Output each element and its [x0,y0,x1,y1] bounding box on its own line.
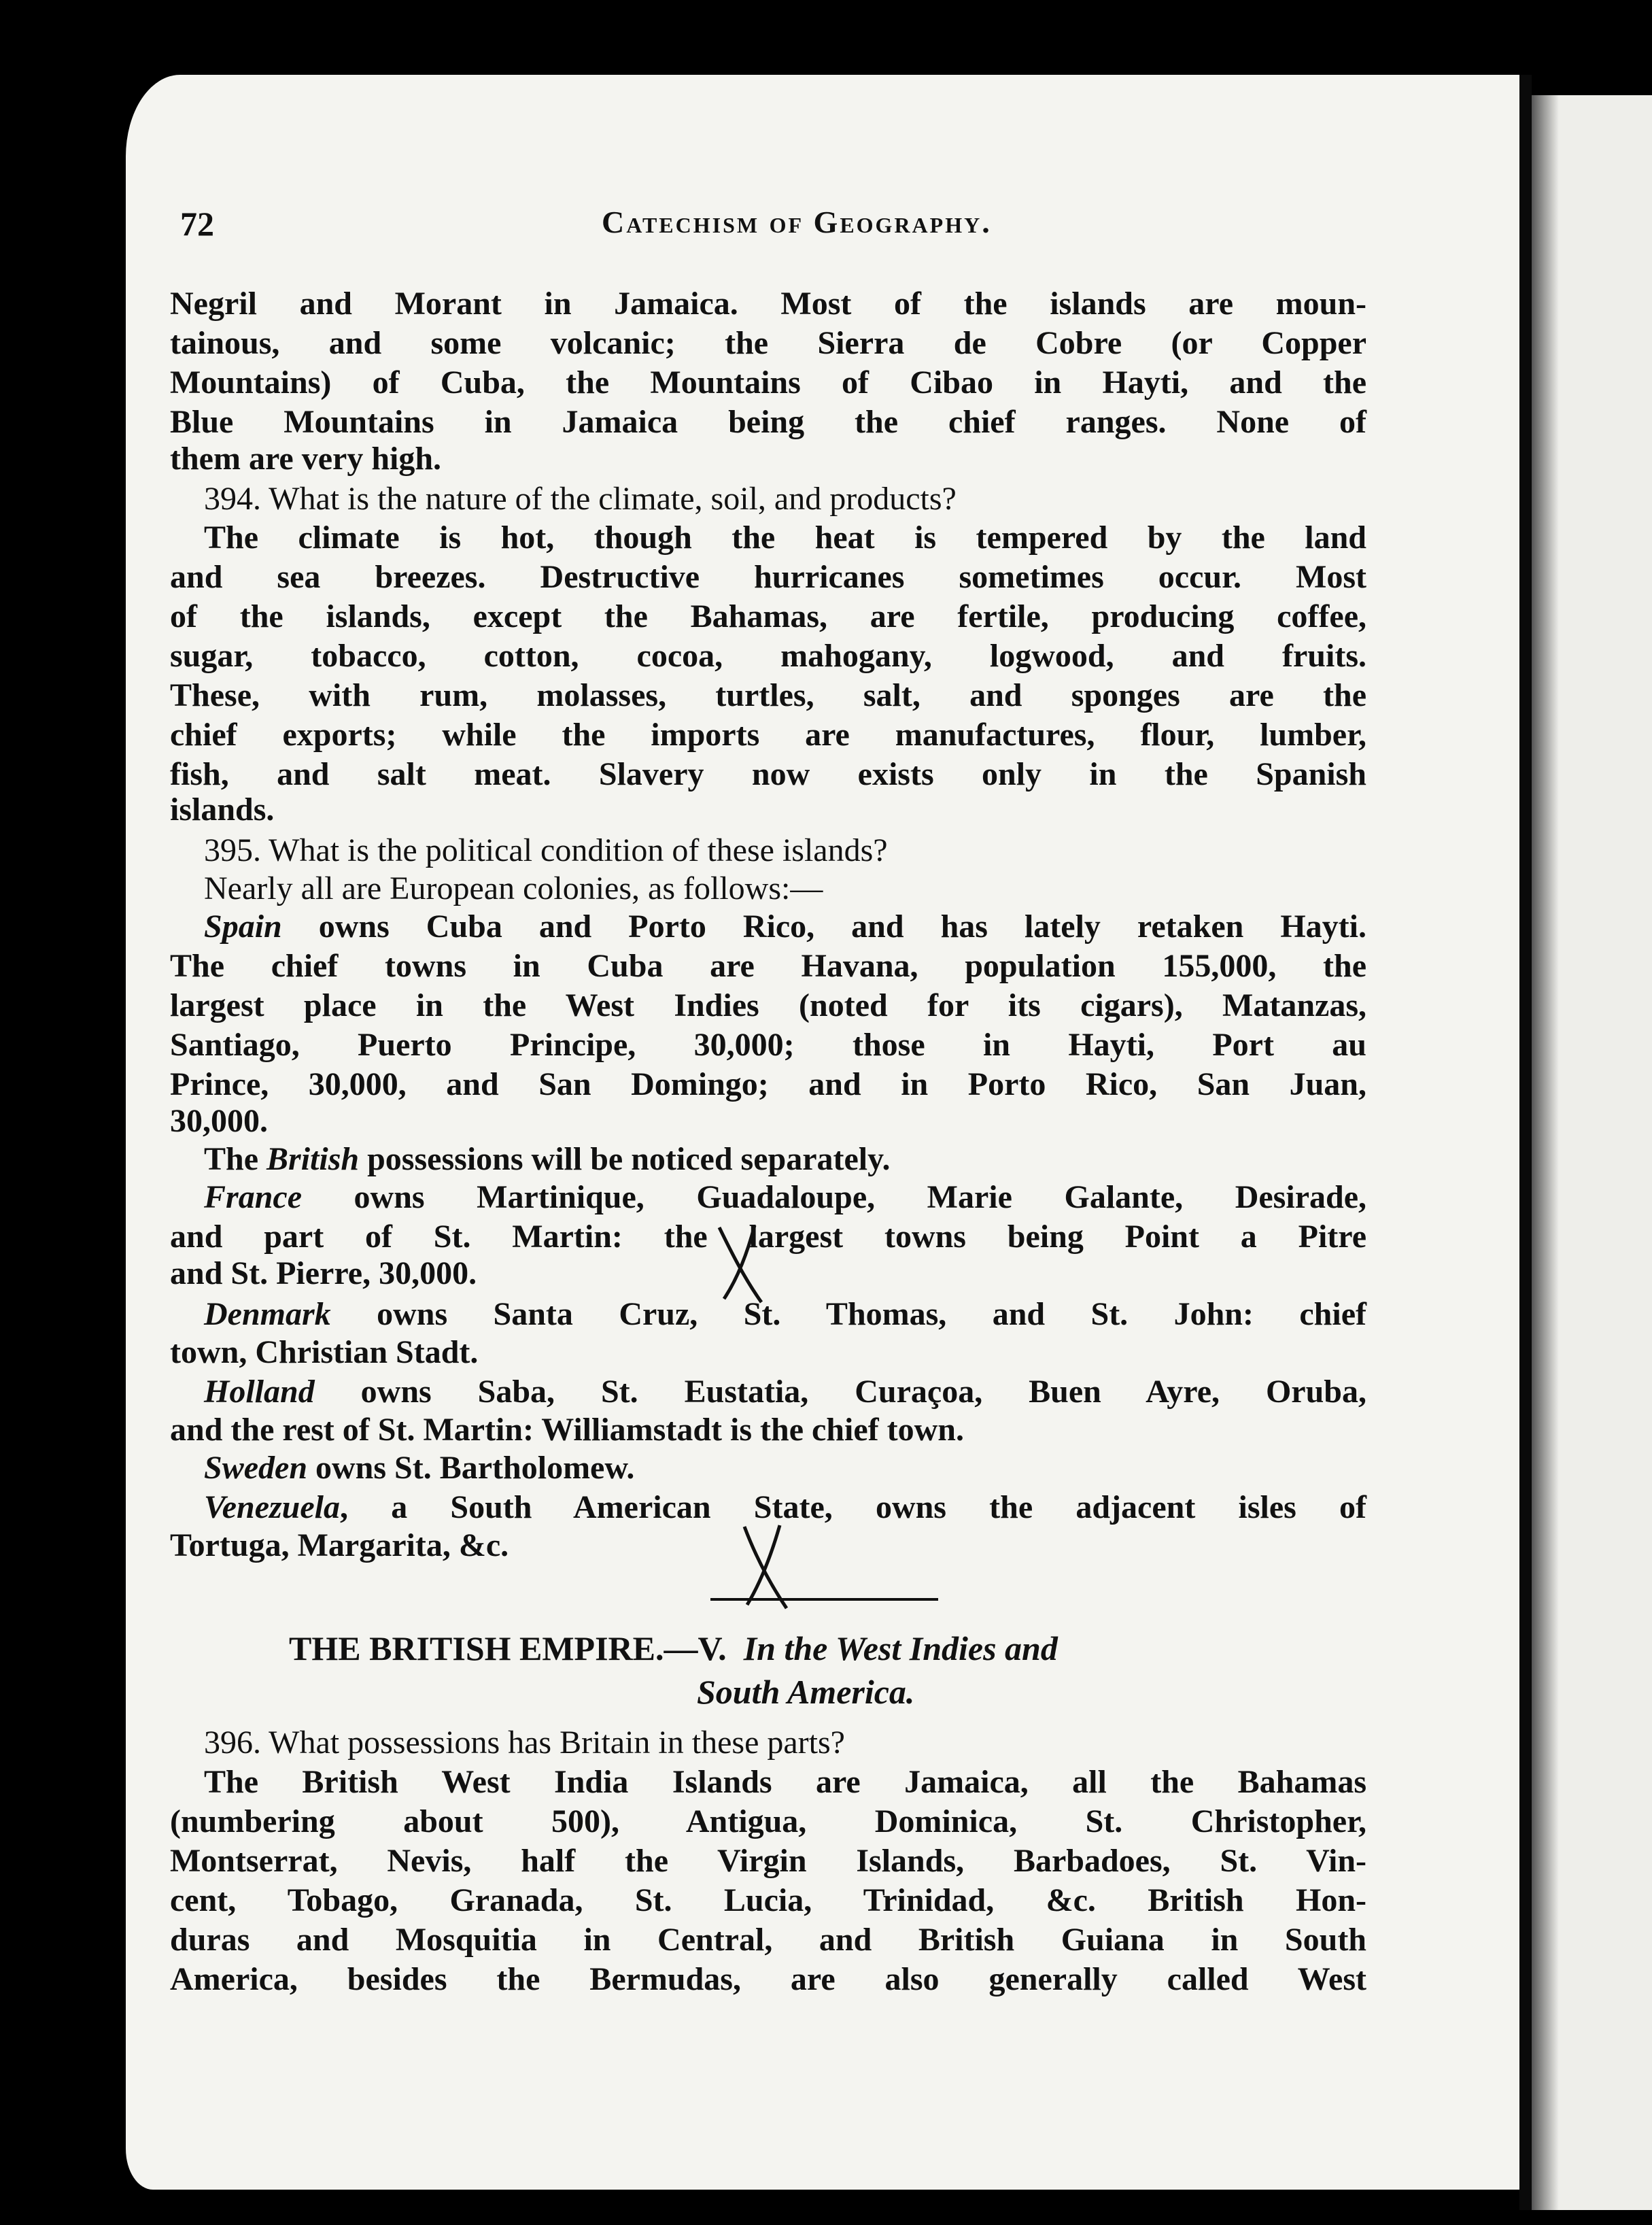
body-text: owns Saba, St. Eustatia, Curaçoa, Buen Ayre, Oruba, [314,1374,1366,1410]
denmark-entry [204,1295,1366,1334]
section-title: THE BRITISH EMPIRE.—V. [289,1629,727,1667]
body-line: The chief towns in Cuba are Havana, population 155,000, the [170,948,1366,984]
body-text: owns St. Bartholomew. [307,1450,635,1486]
country-name: British [266,1141,360,1177]
body-line: and St. Pierre, 30,000. [170,1255,477,1291]
body-text: , a South American State, owns the adjacent isles of [340,1489,1366,1525]
section-subtitle: In the West Indies and [743,1629,1058,1667]
country-name: Spain [204,908,282,945]
body-line: of the islands, except the Bahamas, are fertile, producing coffee, [170,598,1366,634]
section-heading-line-1 [289,1627,1363,1670]
body-line: America, besides the Bermudas, are also generally called West [170,1961,1366,1997]
holland-entry [204,1372,1366,1412]
section-heading [289,1627,1363,1714]
body-line: Nearly all are European colonies, as follows:— [204,870,823,906]
section-subtitle-2: South America. [697,1673,915,1711]
sweden-entry [204,1448,1366,1488]
body-line: Montserrat, Nevis, half the Virgin Islands, Barbadoes, St. Vin- [170,1843,1366,1879]
body-line: sugar, tobacco, cotton, cocoa, mahogany, logwood, and fruits. [170,638,1366,674]
body-text: owns Cuba and Porto Rico, and has lately retaken Hayti. [281,908,1366,945]
country-name: France [204,1179,302,1215]
body-line: (numbering about 500), Antigua, Dominica, St. Christopher, [170,1803,1366,1839]
country-name: Denmark [204,1296,331,1332]
question-395: 395. What is the political condition of these islands? [204,832,888,868]
body-line: Mountains) of Cuba, the Mountains of Cibao in Hayti, and the [170,364,1366,401]
body-line: them are very high. [170,441,442,477]
right-page-shadow [1532,95,1559,2210]
body-line: largest place in the West Indies (noted for its cigars), Matanzas, [170,987,1366,1023]
body-line: and the rest of St. Martin: Williamstadt is the chief town. [170,1412,964,1448]
question-394: 394. What is the nature of the climate, soil, and products? [204,481,957,517]
body-line: tainous, and some volcanic; the Sierra de Cobre (or Copper [170,325,1366,361]
body-text: owns Martinique, Guadaloupe, Marie Galante, Desirade, [302,1179,1366,1215]
spain-entry [204,907,1366,947]
country-name: Venezuela [204,1489,341,1525]
body-line: These, with rum, molasses, turtles, salt, and sponges are the [170,677,1366,713]
body-line: fish, and salt meat. Slavery now exists only in the Spanish [170,756,1366,792]
body-line: duras and Mosquitia in Central, and British Guiana in South [170,1922,1366,1958]
body-text: owns Santa Cruz, St. Thomas, and St. John: chief [330,1296,1366,1332]
body-line: Blue Mountains in Jamaica being the chief ranges. None of [170,404,1366,440]
body-line: The climate is hot, though the heat is tempered by the land [204,520,1366,556]
body-line: Santiago, Puerto Principe, 30,000; those in Hayti, Port au [170,1027,1366,1063]
body-line: 30,000. [170,1103,268,1139]
body-line: and sea breezes. Destructive hurricanes sometimes occur. Most [170,559,1366,595]
body-line: The British West India Islands are Jamaica, all the Bahamas [204,1764,1366,1800]
country-name: Holland [204,1374,315,1410]
body-text: possessions will be noticed separately. [359,1141,891,1177]
body-line: chief exports; while the imports are manufactures, flour, lumber, [170,717,1366,753]
body-line: town, Christian Stadt. [170,1334,479,1370]
body-line: islands. [170,792,275,828]
country-name: Sweden [204,1450,308,1486]
body-line: Tortuga, Margarita, &c. [170,1527,509,1563]
britain-entry [204,1140,1366,1179]
handwritten-x-mark [714,1224,768,1306]
body-text: The [204,1141,267,1177]
handwritten-x-mark [738,1523,792,1612]
france-entry [204,1178,1366,1217]
running-head: Catechism of Geography. [602,205,992,239]
page-gutter [1519,75,1532,2210]
body-line: and part of St. Martin: the largest towns being Point a Pitre [170,1219,1366,1255]
venezuela-entry [204,1488,1366,1527]
body-line: Negril and Morant in Jamaica. Most of the islands are moun- [170,286,1366,322]
body-line: cent, Tobago, Granada, St. Lucia, Trinidad, &c. British Hon- [170,1882,1366,1918]
page-number: 72 [180,205,214,243]
question-396: 396. What possessions has Britain in these parts? [204,1725,845,1761]
body-line: Prince, 30,000, and San Domingo; and in Porto Rico, San Juan, [170,1066,1366,1102]
